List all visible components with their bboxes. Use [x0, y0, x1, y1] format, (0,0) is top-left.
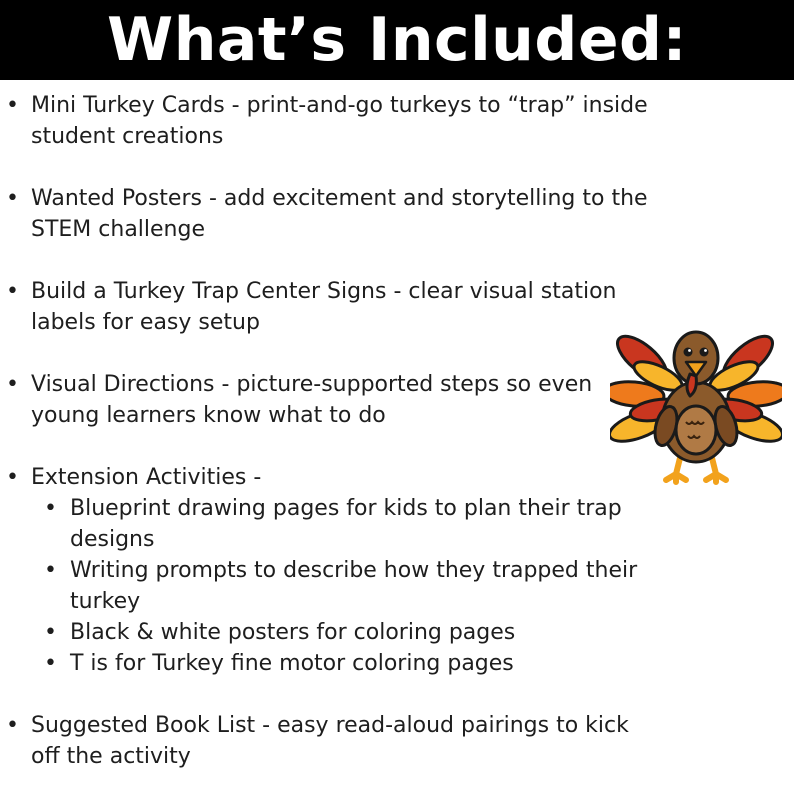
sub-list-item-line: designs — [70, 527, 155, 552]
bullet: • — [6, 465, 19, 490]
bullet: • — [44, 620, 57, 645]
sub-list-item-text — [70, 493, 622, 555]
list-item-line: Mini Turkey Cards - print-and-go turkeys to “trap” inside — [31, 93, 648, 118]
list-item-text — [31, 369, 592, 431]
turkey-icon — [610, 318, 782, 486]
sub-list-item-text — [70, 617, 515, 648]
bullet: • — [44, 651, 57, 676]
bullet: • — [6, 93, 19, 118]
sub-list-item-line: Blueprint drawing pages for kids to plan their trap — [70, 496, 622, 521]
page-title: What’s Included: — [107, 5, 687, 75]
list-item-line: STEM challenge — [31, 217, 206, 242]
list-item-text — [31, 183, 648, 245]
sub-list-item-line: Writing prompts to describe how they trapped their — [70, 558, 638, 583]
list-item-text — [31, 462, 261, 493]
list-item-line: Wanted Posters - add excitement and storytelling to the — [31, 186, 648, 211]
list-item-line: young learners know what to do — [31, 403, 386, 428]
bullet: • — [6, 713, 19, 738]
sub-list-item-line: T is for Turkey fine motor coloring pages — [70, 651, 514, 676]
sub-list-item-line: Black & white posters for coloring pages — [70, 620, 516, 645]
header-bar — [0, 0, 794, 80]
list-item-line: off the activity — [31, 744, 191, 769]
list-item-text — [31, 276, 616, 338]
list-item-line: Extension Activities - — [31, 465, 262, 490]
list-item-line: labels for easy setup — [31, 310, 260, 335]
sub-list-item-text — [70, 555, 637, 617]
list-item-text — [31, 710, 629, 772]
list-item-line: Build a Turkey Trap Center Signs - clear visual station — [31, 279, 617, 304]
sub-list-item-text — [70, 648, 514, 679]
list-item-line: student creations — [31, 124, 224, 149]
list-item-text — [31, 90, 648, 152]
bullet: • — [44, 558, 57, 583]
bullet: • — [6, 279, 19, 304]
bullet: • — [6, 372, 19, 397]
list-item-line: Visual Directions - picture-supported steps so even — [31, 372, 593, 397]
sub-list-item-line: turkey — [70, 589, 141, 614]
bullet: • — [44, 496, 57, 521]
bullet: • — [6, 186, 19, 211]
list-item-line: Suggested Book List - easy read-aloud pairings to kick — [31, 713, 629, 738]
